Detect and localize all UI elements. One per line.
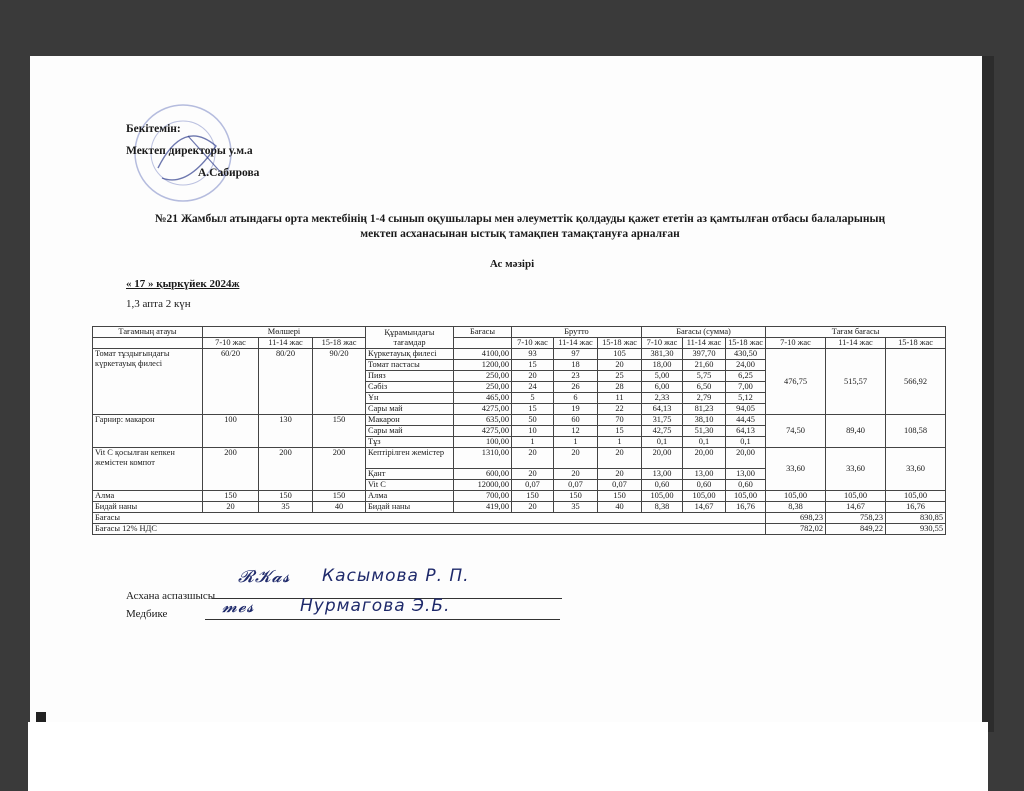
brutto-cell: 60 xyxy=(554,415,598,426)
ingredient-cell: Ұн xyxy=(366,393,454,404)
dish-price-cell: 89,40 xyxy=(826,415,886,448)
document-title xyxy=(120,212,920,242)
medic-signature-line xyxy=(205,619,560,620)
sum-cell: 397,70 xyxy=(683,349,726,360)
price-cell: 4275,00 xyxy=(454,404,512,415)
sum-cell: 94,05 xyxy=(726,404,766,415)
sum-cell: 42,75 xyxy=(642,426,683,437)
header-age-11-14: 11-14 жас xyxy=(259,338,313,349)
brutto-cell: 150 xyxy=(512,491,554,502)
norm-cell: 20 xyxy=(203,502,259,513)
menu-date: « 17 » қыркүйек 2024ж xyxy=(126,278,240,290)
brutto-cell: 1 xyxy=(598,437,642,448)
sum-cell: 13,00 xyxy=(683,469,726,480)
norm-cell: 150 xyxy=(313,491,366,502)
table-row xyxy=(93,349,946,360)
brutto-cell: 20 xyxy=(512,469,554,480)
price-cell: 465,00 xyxy=(454,393,512,404)
sum-cell: 6,25 xyxy=(726,371,766,382)
brutto-cell: 40 xyxy=(598,502,642,513)
header-brutto-11-14: 11-14 жас xyxy=(554,338,598,349)
ingredient-cell: Бидай наны xyxy=(366,502,454,513)
header-price: Бағасы xyxy=(454,327,512,338)
brutto-cell: 35 xyxy=(554,502,598,513)
brutto-cell: 20 xyxy=(598,469,642,480)
norm-cell: 150 xyxy=(313,415,366,448)
approval-heading: Бекітемін: xyxy=(126,123,181,135)
price-cell: 1310,00 xyxy=(454,448,512,469)
dish-name: Гарнир: макарон xyxy=(93,415,203,448)
norm-cell: 80/20 xyxy=(259,349,313,415)
sum-cell: 14,67 xyxy=(683,502,726,513)
price-cell: 419,00 xyxy=(454,502,512,513)
header-dish-price: Тағам бағасы xyxy=(766,327,946,338)
ingredient-cell: Сары май xyxy=(366,404,454,415)
table-row xyxy=(93,502,946,513)
header-price-11-14: 11-14 жас xyxy=(826,338,886,349)
header-brutto-7-10: 7-10 жас xyxy=(512,338,554,349)
scan-edge xyxy=(982,56,994,732)
week-day: 1,3 апта 2 күн xyxy=(126,298,191,310)
ingredient-cell: Сары май xyxy=(366,426,454,437)
brutto-cell: 20 xyxy=(512,448,554,469)
sum-cell: 105,00 xyxy=(642,491,683,502)
cook-signature: 𝓡𝓚𝓪𝓼 xyxy=(238,567,291,587)
brutto-cell: 20 xyxy=(512,371,554,382)
sum-cell: 8,38 xyxy=(642,502,683,513)
brutto-cell: 28 xyxy=(598,382,642,393)
total-cell: 830,85 xyxy=(886,513,946,524)
table-row xyxy=(93,448,946,469)
brutto-cell: 70 xyxy=(598,415,642,426)
norm-cell: 90/20 xyxy=(313,349,366,415)
dish-price-cell: 515,57 xyxy=(826,349,886,415)
sum-cell: 5,12 xyxy=(726,393,766,404)
sum-cell: 0,60 xyxy=(683,480,726,491)
dish-price-cell: 8,38 xyxy=(766,502,826,513)
cook-name-handwritten: Касымова Р. П. xyxy=(322,566,470,586)
title-line-2: мектеп асханасынан ыстық тамақпен тамақтануға арналған xyxy=(360,228,680,240)
ingredient-cell: Томат пастасы xyxy=(366,360,454,371)
scan-mark xyxy=(36,712,46,722)
brutto-cell: 20 xyxy=(598,360,642,371)
approval-position: Мектеп директоры у.м.а xyxy=(126,145,253,157)
vat-row xyxy=(93,524,946,535)
brutto-cell: 11 xyxy=(598,393,642,404)
sum-cell: 105,00 xyxy=(726,491,766,502)
ingredient-cell: Vit C xyxy=(366,480,454,491)
brutto-cell: 12 xyxy=(554,426,598,437)
dish-price-cell: 74,50 xyxy=(766,415,826,448)
sum-cell: 38,10 xyxy=(683,415,726,426)
brutto-cell: 20 xyxy=(512,502,554,513)
sum-cell: 0,60 xyxy=(726,480,766,491)
approval-director-name: А.Сабирова xyxy=(198,167,260,179)
brutto-cell: 22 xyxy=(598,404,642,415)
medic-name-handwritten: Нурмагова Э.Б. xyxy=(300,596,451,616)
header-brutto: Брутто xyxy=(512,327,642,338)
norm-cell: 200 xyxy=(313,448,366,491)
price-cell: 100,00 xyxy=(454,437,512,448)
brutto-cell: 20 xyxy=(598,448,642,469)
brutto-cell: 10 xyxy=(512,426,554,437)
norm-cell: 60/20 xyxy=(203,349,259,415)
sum-cell: 24,00 xyxy=(726,360,766,371)
brutto-cell: 97 xyxy=(554,349,598,360)
dish-price-cell: 16,76 xyxy=(886,502,946,513)
header-norm: Мөлшері xyxy=(203,327,366,338)
dish-name: Алма xyxy=(93,491,203,502)
brutto-cell: 26 xyxy=(554,382,598,393)
brutto-cell: 20 xyxy=(554,469,598,480)
sum-cell: 0,60 xyxy=(642,480,683,491)
brutto-cell: 0,07 xyxy=(554,480,598,491)
brutto-cell: 150 xyxy=(598,491,642,502)
brutto-cell: 23 xyxy=(554,371,598,382)
price-cell: 4100,00 xyxy=(454,349,512,360)
ingredient-cell: Пияз xyxy=(366,371,454,382)
price-cell: 4275,00 xyxy=(454,426,512,437)
dish-price-cell: 33,60 xyxy=(886,448,946,491)
sum-cell: 5,00 xyxy=(642,371,683,382)
norm-cell: 200 xyxy=(203,448,259,491)
sum-cell: 2,79 xyxy=(683,393,726,404)
dish-name: Vit C қосылған кепкен жемістен компот xyxy=(93,448,203,491)
cook-label: Асхана аспазшысы xyxy=(126,590,216,602)
sum-cell: 16,76 xyxy=(726,502,766,513)
dish-price-cell: 105,00 xyxy=(886,491,946,502)
sum-cell: 21,60 xyxy=(683,360,726,371)
price-cell: 250,00 xyxy=(454,371,512,382)
vat-cell: 849,22 xyxy=(826,524,886,535)
vat-label: Бағасы 12% НДС xyxy=(93,524,766,535)
sum-cell: 64,13 xyxy=(726,426,766,437)
dish-name: Томат тұздығындағы күркетауық филесі xyxy=(93,349,203,415)
brutto-cell: 24 xyxy=(512,382,554,393)
brutto-cell: 1 xyxy=(554,437,598,448)
brutto-cell: 6 xyxy=(554,393,598,404)
ingredient-cell: Макарон xyxy=(366,415,454,426)
sum-cell: 0,1 xyxy=(642,437,683,448)
norm-cell: 100 xyxy=(203,415,259,448)
total-label: Бағасы xyxy=(93,513,766,524)
sum-cell: 44,45 xyxy=(726,415,766,426)
dish-price-cell: 105,00 xyxy=(766,491,826,502)
brutto-cell: 18 xyxy=(554,360,598,371)
sum-cell: 51,30 xyxy=(683,426,726,437)
brutto-cell: 50 xyxy=(512,415,554,426)
price-cell: 250,00 xyxy=(454,382,512,393)
ingredient-cell: Күркетауық филесі xyxy=(366,349,454,360)
medic-label: Медбике xyxy=(126,608,168,620)
menu-heading: Ас мәзірі xyxy=(489,258,535,270)
price-cell: 600,00 xyxy=(454,469,512,480)
dish-price-cell: 108,58 xyxy=(886,415,946,448)
brutto-cell: 19 xyxy=(554,404,598,415)
dish-name: Бидай наны xyxy=(93,502,203,513)
header-age-15-18: 15-18 жас xyxy=(313,338,366,349)
sum-cell: 20,00 xyxy=(726,448,766,469)
price-cell: 12000,00 xyxy=(454,480,512,491)
brutto-cell: 15 xyxy=(598,426,642,437)
sum-cell: 6,50 xyxy=(683,382,726,393)
sum-cell: 31,75 xyxy=(642,415,683,426)
sum-cell: 381,30 xyxy=(642,349,683,360)
approval-block xyxy=(126,118,259,184)
norm-cell: 130 xyxy=(259,415,313,448)
sum-cell: 18,00 xyxy=(642,360,683,371)
dish-price-cell: 14,67 xyxy=(826,502,886,513)
brutto-cell: 15 xyxy=(512,360,554,371)
table-row xyxy=(93,491,946,502)
sum-cell: 20,00 xyxy=(642,448,683,469)
dish-price-cell: 33,60 xyxy=(826,448,886,491)
header-price-15-18: 15-18 жас xyxy=(886,338,946,349)
header-sum-15-18: 15-18 жас xyxy=(726,338,766,349)
total-row xyxy=(93,513,946,524)
sum-cell: 20,00 xyxy=(683,448,726,469)
brutto-cell: 0,07 xyxy=(512,480,554,491)
total-cell: 698,23 xyxy=(766,513,826,524)
header-brutto-15-18: 15-18 жас xyxy=(598,338,642,349)
header-price-7-10: 7-10 жас xyxy=(766,338,826,349)
ingredient-cell: Тұз xyxy=(366,437,454,448)
brutto-cell: 1 xyxy=(512,437,554,448)
sum-cell: 64,13 xyxy=(642,404,683,415)
brutto-cell: 25 xyxy=(598,371,642,382)
header-ingredients: Құрамындағы тағамдар xyxy=(366,327,454,349)
ingredient-cell: Кептірілген жемістер xyxy=(366,448,454,469)
norm-cell: 200 xyxy=(259,448,313,491)
price-cell: 1200,00 xyxy=(454,360,512,371)
norm-cell: 40 xyxy=(313,502,366,513)
sum-cell: 5,75 xyxy=(683,371,726,382)
ingredient-cell: Сәбіз xyxy=(366,382,454,393)
brutto-cell: 105 xyxy=(598,349,642,360)
norm-cell: 35 xyxy=(259,502,313,513)
ingredient-cell: Алма xyxy=(366,491,454,502)
dish-price-cell: 476,75 xyxy=(766,349,826,415)
brutto-cell: 5 xyxy=(512,393,554,404)
price-cell: 635,00 xyxy=(454,415,512,426)
ingredient-cell: Қант xyxy=(366,469,454,480)
sum-cell: 105,00 xyxy=(683,491,726,502)
brutto-cell: 15 xyxy=(512,404,554,415)
norm-cell: 150 xyxy=(259,491,313,502)
sum-cell: 0,1 xyxy=(726,437,766,448)
header-age-7-10: 7-10 жас xyxy=(203,338,259,349)
sum-cell: 13,00 xyxy=(726,469,766,480)
norm-cell: 150 xyxy=(203,491,259,502)
sum-cell: 2,33 xyxy=(642,393,683,404)
header-sum-7-10: 7-10 жас xyxy=(642,338,683,349)
sum-cell: 7,00 xyxy=(726,382,766,393)
price-cell: 700,00 xyxy=(454,491,512,502)
sum-cell: 13,00 xyxy=(642,469,683,480)
page-margin xyxy=(28,722,988,791)
total-cell: 758,23 xyxy=(826,513,886,524)
vat-cell: 930,55 xyxy=(886,524,946,535)
sum-cell: 81,23 xyxy=(683,404,726,415)
title-line-1: №21 Жамбыл атындағы орта мектебінің 1-4 сынып оқушылары мен әлеуметтік қолдауды қажет ететін аз қамтылған отбасы балаларының xyxy=(154,213,886,225)
brutto-cell: 150 xyxy=(554,491,598,502)
dish-price-cell: 566,92 xyxy=(886,349,946,415)
sum-cell: 0,1 xyxy=(683,437,726,448)
sum-cell: 430,50 xyxy=(726,349,766,360)
vat-cell: 782,02 xyxy=(766,524,826,535)
brutto-cell: 93 xyxy=(512,349,554,360)
menu-table xyxy=(92,326,946,535)
brutto-cell: 0,07 xyxy=(598,480,642,491)
dish-price-cell: 33,60 xyxy=(766,448,826,491)
medic-signature: 𝓶𝓮𝓼 xyxy=(222,597,255,617)
header-sum-11-14: 11-14 жас xyxy=(683,338,726,349)
header-dish: Тағамның атауы xyxy=(93,327,203,338)
table-row xyxy=(93,415,946,426)
brutto-cell: 20 xyxy=(554,448,598,469)
dish-price-cell: 105,00 xyxy=(826,491,886,502)
header-sum: Бағасы (сумма) xyxy=(642,327,766,338)
sum-cell: 6,00 xyxy=(642,382,683,393)
